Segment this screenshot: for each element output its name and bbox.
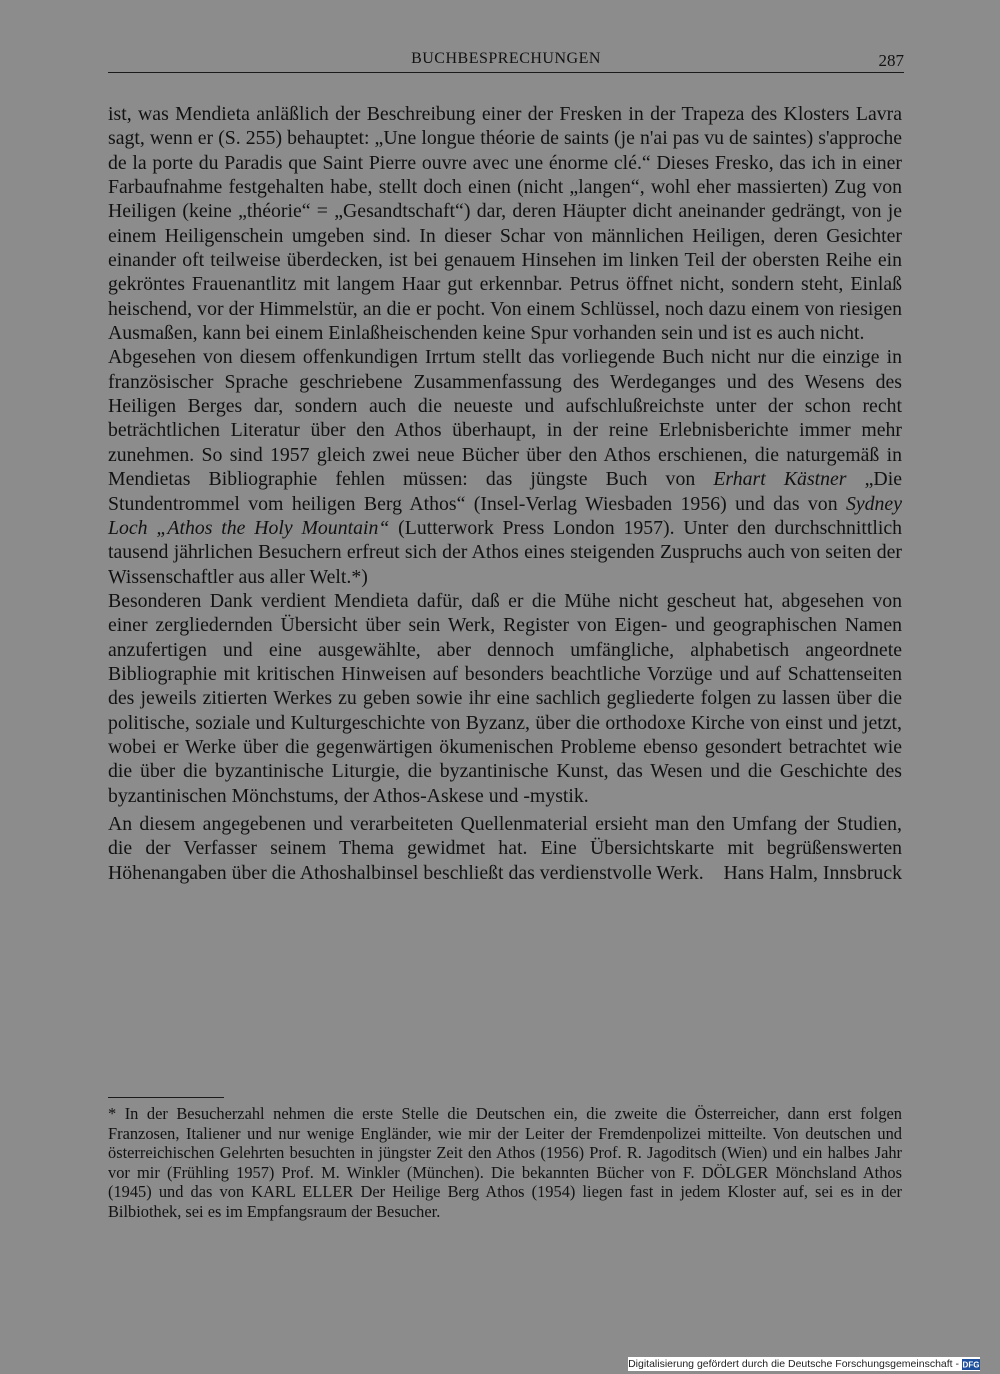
svg-text:DFG: DFG bbox=[962, 1360, 980, 1370]
footnote-rule bbox=[108, 1097, 224, 1098]
footnote: * In der Besucherzahl nehmen die erste Stelle die Deutschen ein, die zweite die Österreicher, dann erst folgen Franzosen, Italiener und nur wenige Engländer, wie mir der Leiter der Fremdenpolizei mitteilte. Von deutschen und österreichischen Gelehrten besuchten in jüngster Zeit den Athos (1956) Prof. R. Jagoditsch (Wien) und ein halbes Jahr vor mir (Frühling 1957) Prof. M. Winkler (München). Die bekannten Bücher von F. DÖLGER Mönchsland Athos (1945) und das von KARL ELLER Der Heilige Berg Athos (1954) liegen fast in jedem Kloster auf, sei es in der Bilbiothek, sei es im Empfangsraum der Besucher. bbox=[108, 1104, 902, 1221]
digitization-credit bbox=[628, 1357, 980, 1371]
reviewer-signature: Hans Halm, Innsbruck bbox=[723, 861, 902, 884]
paragraph-2 bbox=[108, 345, 902, 588]
running-title: BUCHBESPRECHUNGEN bbox=[411, 50, 601, 67]
header-rule bbox=[108, 72, 904, 73]
credit-text: Digitalisierung gefördert durch die Deutsche Forschungsgemeinschaft - bbox=[628, 1358, 959, 1370]
paragraph-4-text: An diesem angegebenen und verarbeiteten Quellenmaterial ersieht man den Umfang der Studien, die der Verfasser seinem Thema gewidmet hat. Eine Übersichtskarte mit begrüßenswerten Höhenangaben über die Athoshalbinsel beschließt das verdienstvolle Werk. bbox=[108, 812, 902, 884]
page-number: 287 bbox=[878, 51, 904, 70]
page-header bbox=[108, 48, 904, 72]
paragraph-4 bbox=[108, 812, 902, 885]
paragraph-1: ist, was Mendieta anläßlich der Beschreibung einer der Fresken in der Trapeza des Klosters Lavra sagt, wenn er (S. 255) behauptet: „Une longue théorie de saints (je n'ai pas vu de saintes) s'approche de la porte du Paradis que Saint Pierre ouvre avec une énorme clé.“ Dieses Fresko, das ich in einer Farbaufnahme festgehalten habe, stellt doch einen (nicht „langen“, wohl eher massierten) Zug von Heiligen (keine „théorie“ = „Gesandtschaft“) dar, deren Häupter dicht aneinander gedrängt, von je einem Heiligenschein umgeben sind. In dieser Schar von männlichen Heiligen, deren Gesichter einander oft teilweise überdecken, ist bei genauem Hinsehen im linken Teil der obersten Reihe ein gekröntes Frauenantlitz mit langem Haar gut erkennbar. Petrus öffnet nicht, sondern steht, Einlaß heischend, vor der Himmelstür, an die er pocht. Von einem Schlüssel, noch dazu einem von riesigen Ausmaßen, kann bei einem Einlaßheischenden keine Spur vorhanden sein und ist es auch nicht. bbox=[108, 103, 902, 345]
book-title-loch: Sydney Loch „Athos the Holy Mountain“ bbox=[108, 492, 902, 539]
book-author-kaestner: Erhart Kästner bbox=[713, 468, 847, 491]
paragraph-2-text-b: „Die Stundentrommel vom heiligen Berg Athos“ (Insel-Verlag Wiesbaden 1956) und das von bbox=[108, 468, 902, 515]
paragraph-3: Besonderen Dank verdient Mendieta dafür, daß er die Mühe nicht gescheut hat, abgesehen von einer zergliedernden Übersicht über sein Werk, Register von Eigen- und geographischen Namen anzufertigen und eine ausgewählte, aber dennoch umfängliche, alphabetisch angeordnete Bibliographie mit kritischen Hinweisen auf besonders beachtliche Vorzüge und auf Schattenseiten des jeweils zitierten Werkes zu geben sowie ihr eine sachlich gegliederte folgen zu lassen über die politische, soziale und Kulturgeschichte von Byzanz, über die orthodoxe Kirche von einst und jetzt, wobei er Werke über die gegenwärtigen ökumenischen Probleme ebenso gesondert betrachtet wie die über die byzantinische Liturgie, die byzantinische Kunst, das Wesen und die Geschichte des byzantinischen Mönchstums, der Athos-Askese und -mystik. bbox=[108, 589, 902, 807]
dfg-logo-icon bbox=[962, 1359, 980, 1370]
paragraph-2-text-c: (Lutterwork Press London 1957). Unter den durchschnittlich tausend jährlichen Besuchern erfreut sich der Athos eines steigenden Zuspruchs auch von seiten der Wissenschaftler aus aller Welt.*) bbox=[108, 516, 902, 588]
review-body bbox=[108, 102, 902, 885]
paragraph-2-text-a: Abgesehen von diesem offenkundigen Irrtum stellt das vorliegende Buch nicht nur die einzige in französischer Sprache geschriebene Zusammenfassung des Werdeganges und des Wesens des Heiligen Berges dar, sondern auch die neueste und aufschlußreichste unter der schon recht beträchtlichen Literatur über den Athos überhaupt, in der reine Erlebnisberichte immer mehr zunehmen. So sind 1957 gleich zwei neue Bücher über den Athos erschienen, die naturgemäß in Mendietas Bibliographie fehlen müssen: das jüngste Buch von bbox=[108, 346, 902, 491]
